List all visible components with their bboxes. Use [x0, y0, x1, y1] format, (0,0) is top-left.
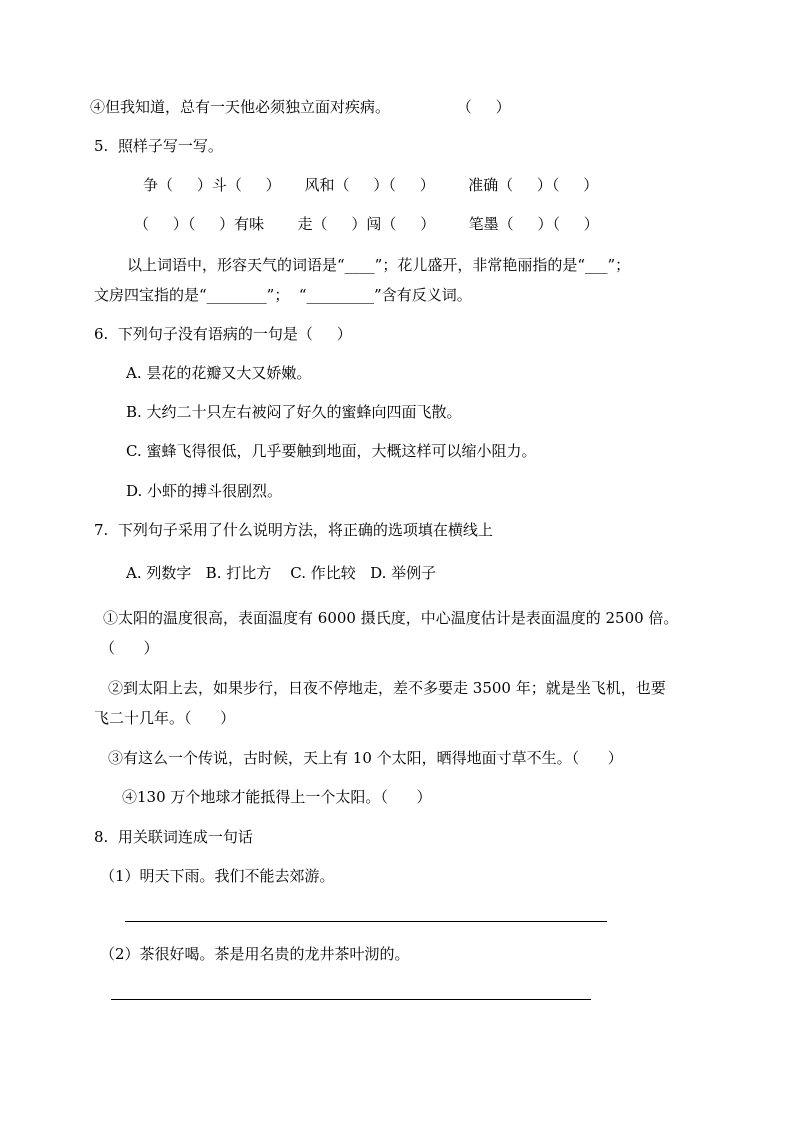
q6-option-c: C. 蜜蜂飞得很低，几乎要触到地面，大概这样可以缩小阻力。 [126, 442, 537, 460]
q7-item-2: ②到太阳上去，如果步行，日夜不停地走，差不多要走 3500 年；就是坐飞机，也要 [108, 679, 666, 697]
q6-option-b: B. 大约二十只左右被闷了好久的蜜蜂向四面飞散。 [126, 403, 462, 421]
q8-item-1-answer-line[interactable] [125, 921, 607, 922]
q5-text-1: 以上词语中，形容天气的词语是“____”；花儿盛开，非常艳丽指的是“___”； [127, 256, 631, 274]
q7-item-1: ①太阳的温度很高，表面温度有 6000 摄氏度，中心温度估计是表面温度的 2500 倍。 [103, 609, 679, 627]
q8-item-2: （2）茶很好喝。茶是用名贵的龙井茶叶沏的。 [100, 945, 410, 963]
q5-text-2: 文房四宝指的是“________”； “_________”含有反义词。 [94, 286, 472, 304]
q4-item-4: ④但我知道，总有一天他必须独立面对疾病。 （ ） [90, 98, 511, 116]
q7-title: 7. 下列句子采用了什么说明方法，将正确的选项填在横线上 [94, 521, 493, 539]
q8-item-2-answer-line[interactable] [111, 999, 591, 1000]
q7-item-1-blank: （ ） [100, 639, 159, 657]
q7-options: A. 列数字 B. 打比方 C. 作比较 D. 举例子 [126, 564, 437, 582]
q7-item-2-cont: 飞二十几年。（ ） [94, 709, 236, 727]
q7-item-4: ④130 万个地球才能抵得上一个太阳。（ ） [122, 788, 432, 806]
q6-option-a: A. 昙花的花瓣又大又娇嫩。 [126, 364, 312, 382]
q8-item-1: （1）明天下雨。我们不能去郊游。 [100, 867, 335, 885]
q5-row-1: 争（ ）斗（ ） 风和（ ）（ ） 准确（ ）（ ） [143, 176, 599, 194]
q6-title: 6. 下列句子没有语病的一句是（ ） [94, 325, 352, 343]
q6-option-d: D. 小虾的搏斗很剧烈。 [126, 482, 283, 500]
q8-title: 8. 用关联词连成一句话 [94, 828, 253, 846]
q5-title: 5. 照样子写一写。 [94, 137, 223, 155]
q7-item-3: ③有这么一个传说，古时候，天上有 10 个太阳，晒得地面寸草不生。（ ） [108, 749, 623, 767]
q5-row-2: （ ）（ ）有味 走（ ）闯（ ） 笔墨（ ）（ ） [134, 215, 599, 233]
